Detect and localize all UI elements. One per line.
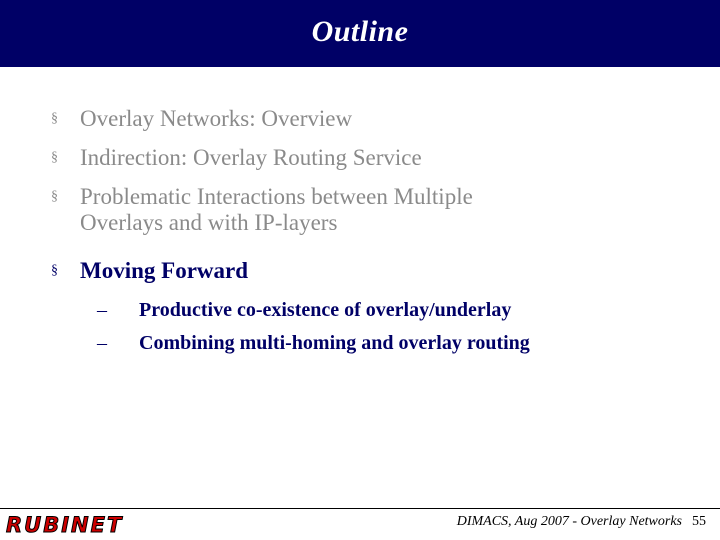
- subbullet-marker: –: [97, 299, 107, 321]
- subbullet-text: Productive co-existence of overlay/underlay: [139, 299, 512, 321]
- bullet-text: Moving Forward: [80, 258, 249, 283]
- subbullet-multihoming: [97, 331, 530, 355]
- bullet-problematic-interactions: [51, 184, 473, 236]
- bullet-marker: §: [51, 263, 58, 278]
- bullet-text: Overlay Networks: Overview: [80, 106, 353, 131]
- footer-caption-text: DIMACS, Aug 2007 - Overlay Networks: [456, 514, 682, 529]
- subbullet-text: Combining multi-homing and overlay routing: [139, 332, 530, 354]
- page-number: 55: [692, 514, 706, 529]
- bullet-text-line-2: Overlays and with IP-layers: [80, 210, 338, 235]
- subbullet-coexistence: [97, 298, 512, 322]
- bullet-text: Indirection: Overlay Routing Service: [80, 145, 422, 170]
- bullet-marker: §: [51, 189, 58, 204]
- bullet-marker: §: [51, 150, 58, 165]
- bullet-marker: §: [51, 111, 58, 126]
- footer-caption: [457, 514, 706, 530]
- footer-divider: [0, 508, 720, 509]
- bullet-overlay-networks: [51, 106, 353, 132]
- bullet-text-line-1: Problematic Interactions between Multiple: [80, 184, 473, 209]
- rubinet-logo: RUBINET: [6, 513, 124, 537]
- bullet-indirection: [51, 145, 422, 171]
- slide-title: Outline: [311, 14, 409, 48]
- subbullet-marker: –: [97, 332, 107, 354]
- bullet-moving-forward: [51, 258, 249, 284]
